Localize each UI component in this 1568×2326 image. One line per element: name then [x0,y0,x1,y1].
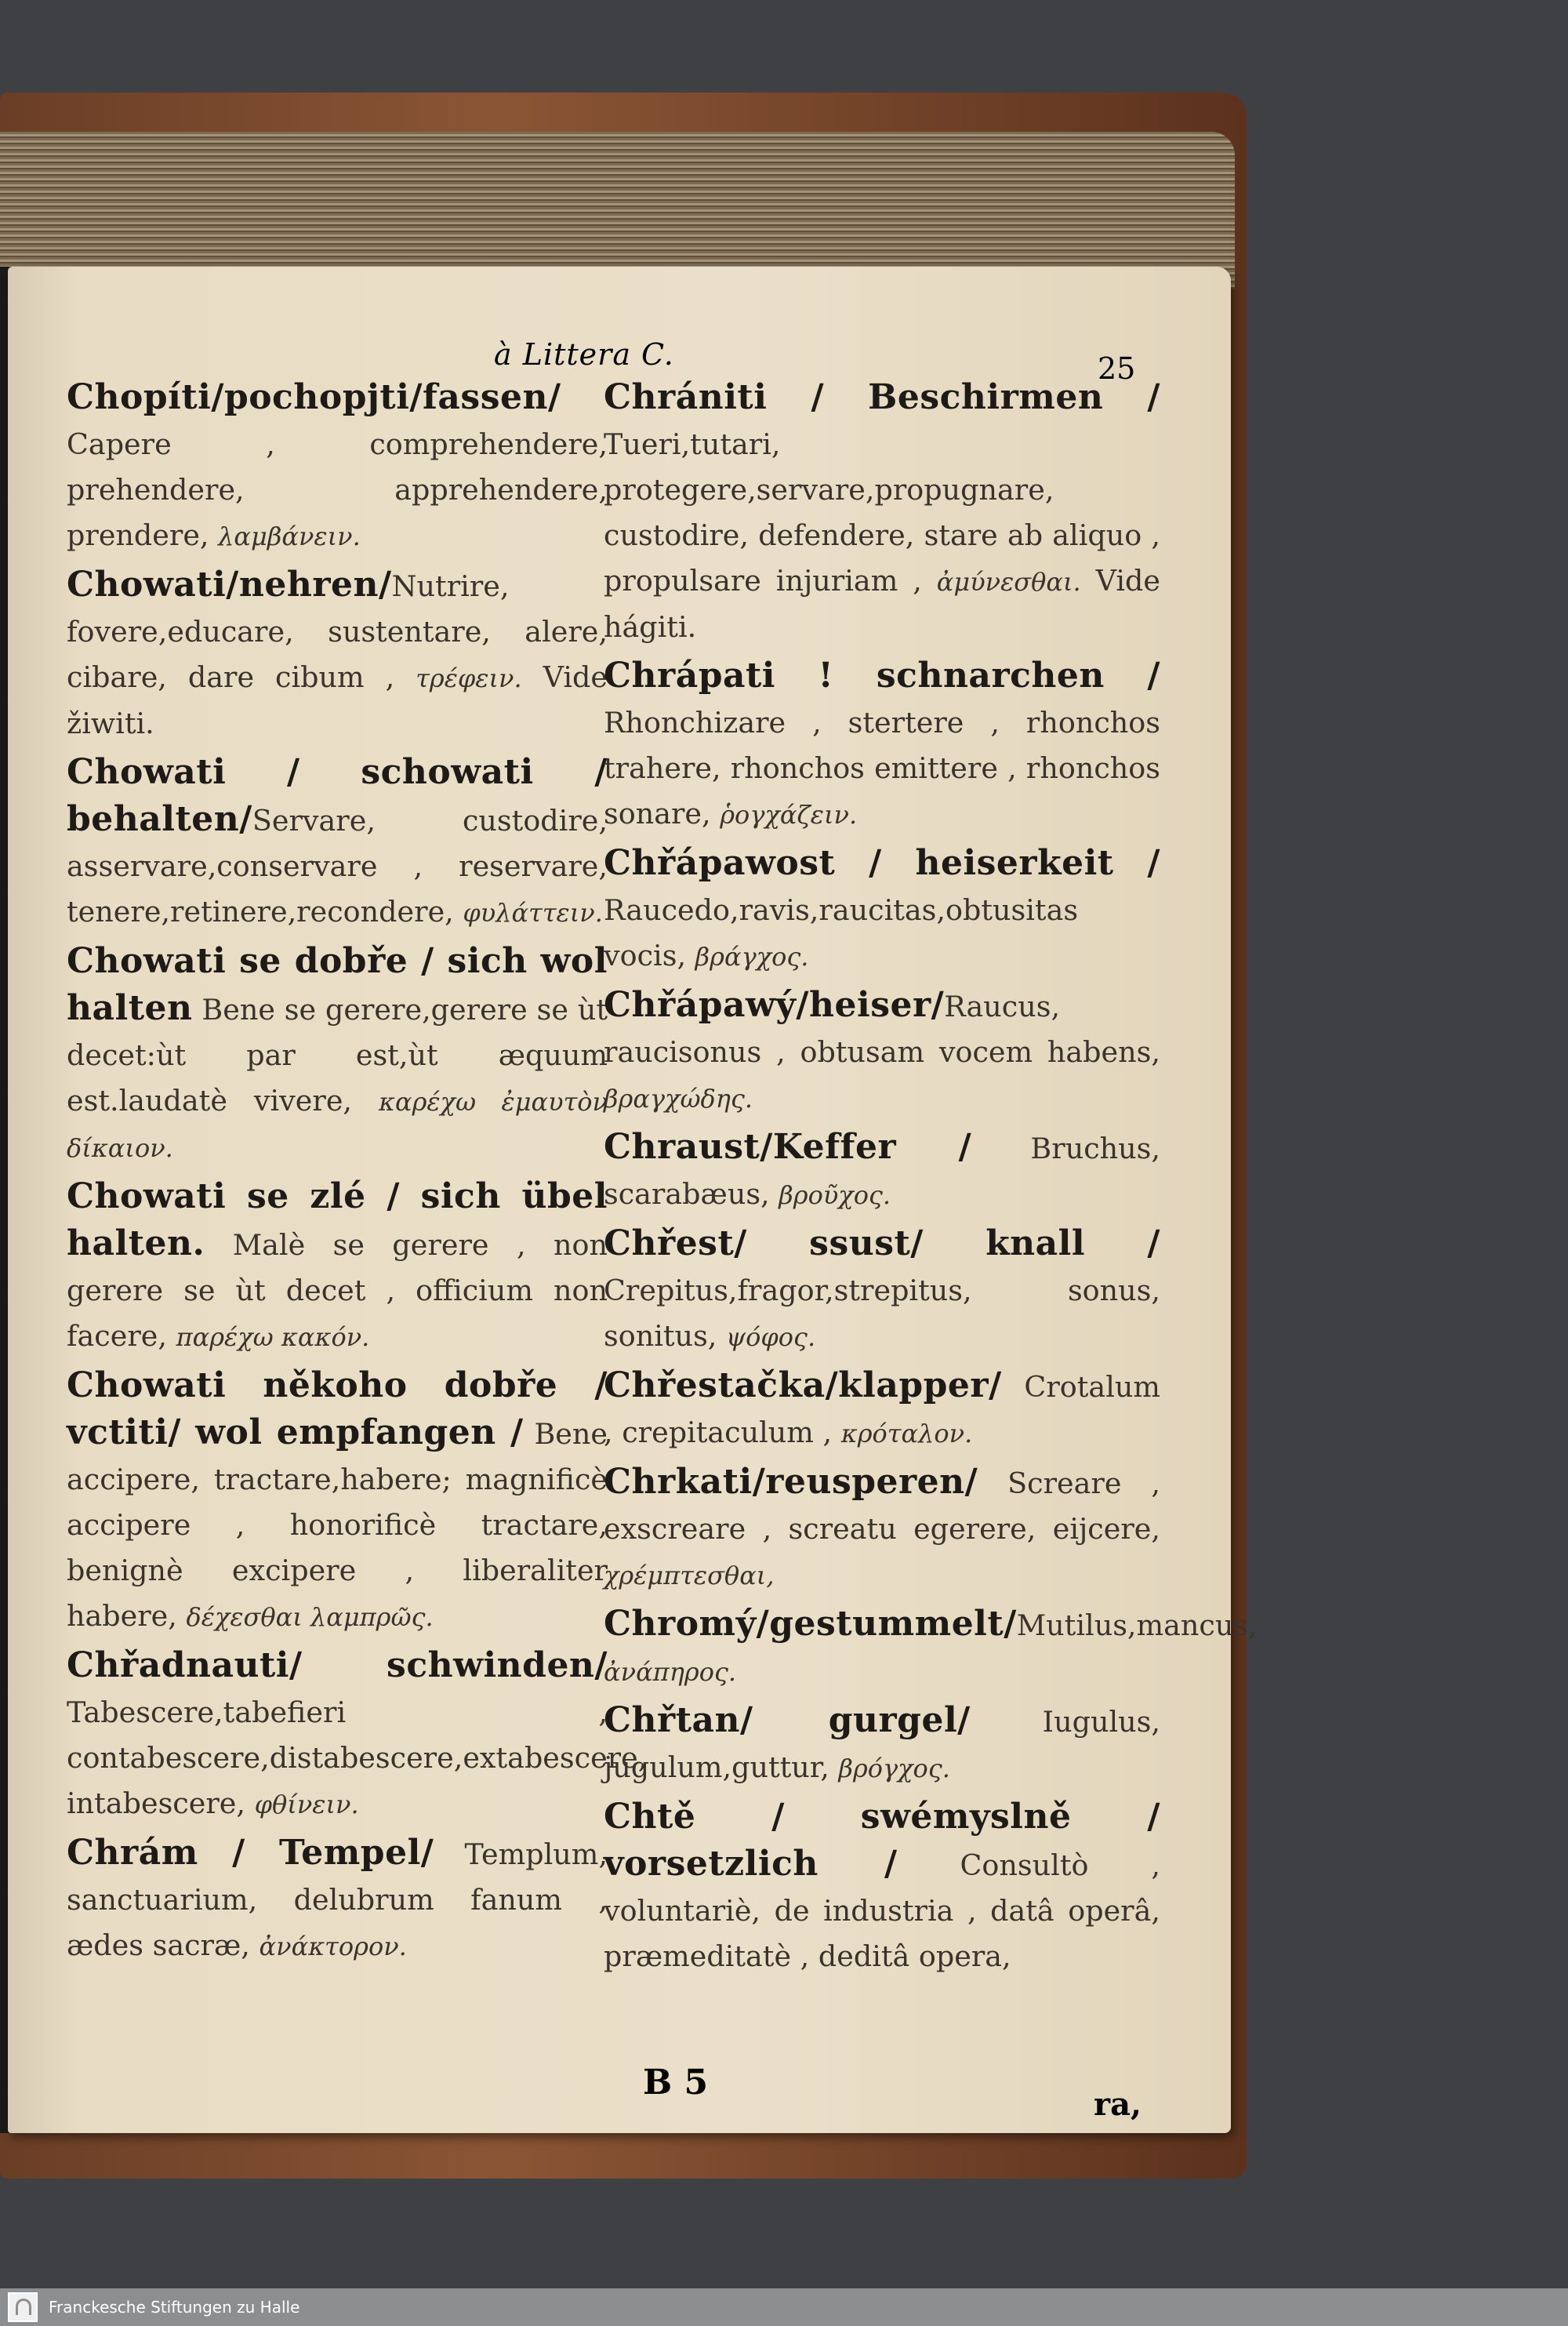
entry-latin: Screare , exscreare , screatu egerere, eijcere, [604,1466,1160,1546]
entry-greek: τρέφειν. [416,663,522,693]
entry-latin: Consultò , voluntariè, de industria , datâ operâ, præmeditatè , deditâ opera, [604,1848,1160,1973]
entry-crossref: Vide žiwiti. [67,660,608,740]
entry-latin: Bene accipere, tractare,habere; magnificè accipere , honorificè tractare, benignè excipere , liberaliter habere, [67,1417,608,1633]
entry-greek: βρόγχος. [838,1754,950,1783]
entry-headword: Chraust/Keffer / [604,1127,972,1167]
entry-headword: Chopíti/pochopjti/fassen/ [67,377,561,417]
entry-latin: Raucedo,ravis,raucitas,obtusitas vocis, [604,893,1079,972]
entry-latin: Raucus, raucisonus , obtusam vocem habens, [604,990,1160,1069]
dictionary-entry [604,983,1160,1121]
dictionary-entry [604,841,1160,979]
entry-latin: Tabescere,tabefieri , contabescere,distabescere,extabescere, intabescere, [67,1695,648,1820]
entry-latin: Mutilus,mancus, [1016,1608,1258,1642]
entry-latin: Crepitus,fragor,strepitus, sonus, sonitus, [604,1274,1160,1353]
entry-greek: δέχεσθαι λαμπρῶς. [186,1602,434,1632]
entry-greek: ἀμύνεσθαι. [936,567,1081,597]
entry-greek: λαμβάνειν. [218,522,361,551]
entry-headword: Chřadnauti/ schwinden/ [67,1645,608,1685]
dictionary-entry [604,1459,1160,1598]
entry-headword: Chowati/nehren/ [67,565,392,605]
entry-greek: βροῦχος. [779,1180,891,1210]
entry-greek: φθίνειν. [254,1790,359,1819]
footer-text: Franckesche Stiftungen zu Halle [49,2298,300,2317]
dictionary-entry [604,1794,1160,1979]
dictionary-entry [67,939,608,1171]
entry-headword: Chtě / swémyslně / vorsetzlich / [604,1797,1160,1884]
entry-crossref: Vide hágiti. [604,564,1160,644]
dictionary-entry [604,1601,1258,1695]
entry-latin: Tueri,tutari, protegere,servare,propugnare, custodire, defendere, stare ab aliquo , propulsare injuriam , [604,427,1160,598]
dictionary-entry [67,1363,608,1640]
entry-greek: ἀνάκτορον. [259,1932,407,1961]
entry-latin: Malè se gerere , non gerere se ùt decet , officium non facere, [67,1228,608,1353]
entry-headword: Chromý/gestummelt/ [604,1604,1017,1644]
entry-latin: Servare, custodire, asservare,conservare , reservare, tenere,retinere,recondere, [67,804,608,929]
left-column [67,375,648,1972]
entry-greek: ψόφος. [726,1322,816,1352]
entry-latin: Templum, sanctuarium, delubrum fanum , ædes sacræ, [67,1837,608,1962]
dictionary-entry [67,375,608,559]
entry-headword: Chřest/ ssust/ knall / [604,1223,1160,1263]
entry-greek: ἀνάπηρος. [604,1657,737,1687]
entry-latin: Crotalum , crepitaculum , [604,1370,1160,1449]
entry-greek: κρόταλον. [840,1419,973,1448]
dictionary-entry [67,1830,608,1969]
footer-bar [0,2288,1568,2326]
dictionary-entry [67,750,608,936]
dictionary-entry [604,653,1160,838]
entry-greek: ῥογχάζειν. [720,800,858,830]
entry-greek: φυλάττειν. [463,898,603,928]
entry-headword: Chrám / Tempel/ [67,1833,434,1873]
entry-headword: Chrkati/reusperen/ [604,1462,978,1502]
catchword: ra, [1094,2086,1142,2123]
dictionary-entry [604,1363,1160,1456]
entry-latin: Capere , comprehendere, prehendere, apprehendere, prendere, [67,427,608,552]
page-number: 25 [1098,351,1136,386]
entry-greek: χρέμπτεσθαι, [604,1561,775,1590]
page-edges [0,132,1235,289]
running-head: à Littera C. [494,337,674,372]
entry-headword: Chřtan/ gurgel/ [604,1700,971,1740]
entry-headword: Chowati se zlé / sich übel halten. [67,1176,608,1263]
dictionary-entry [604,1125,1160,1218]
dictionary-entry [67,562,608,747]
entry-latin: Bruchus, scarabæus, [604,1132,1160,1211]
entry-latin: Rhonchizare , stertere , rhonchos trahere, rhonchos emittere , rhonchos sonare, [604,706,1160,830]
library-logo-icon [8,2292,38,2322]
signature-mark: B 5 [643,2063,709,2102]
entry-greek: βράγχος. [695,942,809,972]
right-column [604,375,1258,1983]
entry-latin: Nutrire, fovere,educare, sustentare, alere, cibare, dare cibum , [67,569,608,694]
entry-latin: Bene se gerere,gerere se ùt decet:ùt par est,ùt æquum est.laudatè vivere, [67,993,608,1118]
entry-headword: Chowati se dobře / sich wol halten [67,941,608,1028]
dictionary-entry [604,1698,1160,1791]
entry-greek: παρέχω κακόν. [176,1322,370,1352]
dictionary-entry [67,1174,608,1360]
entry-greek: καρέχω ἐμαυτὸν δίκαιον. [67,1087,608,1163]
entry-headword: Chowati / schowati / behalten/ [67,752,608,839]
entry-headword: Chowati někoho dobře / vctiti/ wol empfangen / [67,1365,608,1452]
entry-headword: Chřestačka/klapper/ [604,1365,1002,1405]
dictionary-entry [67,1643,648,1827]
entry-headword: Chřápawost / heiserkeit / [604,843,1160,883]
dictionary-entry [604,1221,1160,1360]
entry-latin: Iugulus, jugulum,guttur, [604,1705,1160,1784]
dictionary-entry [604,375,1160,650]
entry-greek: βραγχώδης. [604,1084,753,1114]
entry-headword: Chrániti / Beschirmen / [604,377,1160,417]
entry-headword: Chřápawý/heiser/ [604,985,945,1025]
entry-headword: Chrápati ! schnarchen / [604,656,1160,696]
